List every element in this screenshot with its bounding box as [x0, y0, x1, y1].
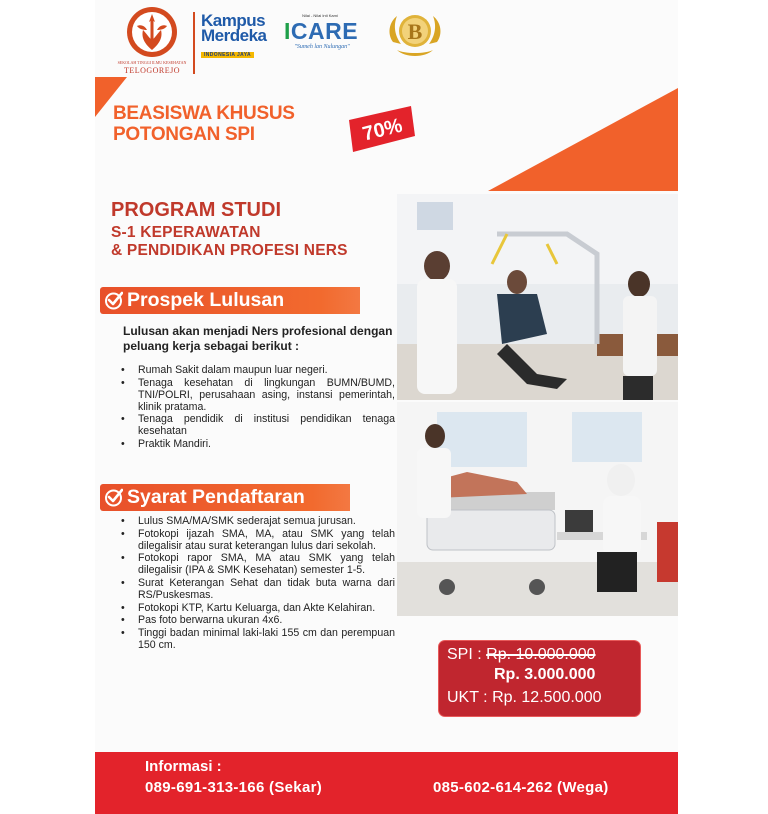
nursing-lab-photo [397, 194, 678, 400]
list-item-text: Praktik Mandiri. [138, 438, 211, 451]
ukt-row [447, 689, 601, 707]
check-circle-icon [104, 291, 123, 310]
kampus-line1: Kampus [201, 11, 266, 30]
icare-i: I [283, 18, 291, 44]
bullet-icon: • [121, 376, 125, 389]
kampus-merdeka-logo [201, 13, 281, 61]
bullet-icon: • [121, 601, 125, 614]
seal-caption: SEKOLAH TINGGI ILMU KESEHATAN [117, 60, 187, 65]
list-item-text: Pas foto berwarna ukuran 4x6. [138, 614, 283, 627]
list-item-text: Tenaga kesehatan di lingkungan BUMN/BUMD, TNI/POLRI, perusahaan asing, instansi pemerintah, klinik pratama. [138, 376, 395, 413]
hospital-ward-photo [397, 402, 678, 616]
kampus-line2: Merdeka [201, 26, 267, 45]
list-item-text: Surat Keterangan Sehat dan tidak buta warna dari RS/Puskesmas. [138, 576, 395, 602]
scholarship-line1: BEASISWA KHUSUS [113, 103, 295, 124]
syarat-list [115, 515, 395, 652]
syarat-pendaftaran-ribbon [100, 484, 350, 511]
prospek-intro: Lulusan akan menjadi Ners profesional dengan peluang kerja sebagai berikut : [123, 324, 393, 353]
check-circle-icon [104, 488, 123, 507]
bullet-icon: • [121, 438, 125, 451]
price-box [438, 640, 641, 717]
program-subtitle [111, 224, 411, 260]
icare-logo [283, 18, 359, 45]
list-item-text: Tinggi badan minimal laki-laki 155 cm dan perempuan 150 cm. [138, 626, 395, 651]
bullet-icon: • [121, 614, 125, 627]
bullet-icon: • [121, 626, 125, 639]
bullet-icon: • [121, 527, 125, 540]
ukt-label: UKT : [447, 689, 488, 706]
list-item [115, 577, 395, 601]
info-label: Informasi : [145, 758, 222, 775]
badge-letter: B [407, 19, 423, 44]
prospek-lulusan-ribbon [100, 287, 360, 314]
bullet-icon: • [121, 413, 125, 426]
accreditation-b-badge-icon [383, 6, 447, 62]
poster [95, 0, 678, 814]
orange-corner-right [488, 88, 678, 191]
icare-tagline-top: Nilai - Nilai Inti Kami [302, 13, 338, 18]
bullet-icon: • [121, 364, 125, 376]
bullet-icon: • [121, 515, 125, 527]
phone-wega[interactable]: 085-602-614-262 (Wega) [433, 779, 609, 796]
list-item [115, 614, 395, 626]
discount-percent: 70% [360, 114, 405, 146]
list-item [115, 413, 395, 437]
scholarship-title [113, 103, 373, 145]
program-line1: S-1 KEPERAWATAN [111, 224, 261, 241]
spi-label: SPI : [447, 646, 482, 663]
list-item-text: Fotokopi ijazah SMA, MA, atau SMK yang telah dilegalisir atau surat keterangan lulus dari sekolah. [138, 527, 395, 552]
bullet-icon: • [121, 576, 125, 589]
list-item [115, 364, 395, 376]
icare-rest: CARE [290, 18, 359, 44]
seal-name: TELOGOREJO [123, 66, 181, 75]
prospek-heading: Prospek Lulusan [127, 289, 285, 311]
list-item-text: Tenaga pendidik di institusi pendidikan tenaga kesehatan [138, 413, 395, 438]
scholarship-line2: POTONGAN SPI [113, 124, 255, 145]
list-item-text: Fotokopi rapor SMA, MA atau SMK yang telah dilegalisir (IPA & SMK Kesehatan) semester 1-5. [138, 552, 395, 577]
list-item [115, 528, 395, 552]
spi-new-price: Rp. 3.000.000 [494, 666, 596, 683]
spi-old-price: Rp. 10.000.000 [486, 646, 596, 663]
stikes-telogorejo-seal-logo [117, 4, 187, 60]
list-item-text: Lulus SMA/MA/SMK sederajat semua jurusan. [138, 515, 356, 527]
kampus-tag: INDONESIA JAYA [201, 52, 254, 58]
spi-row [447, 646, 596, 664]
list-item [115, 552, 395, 576]
contact-footer [95, 752, 678, 814]
list-item-text: Rumah Sakit dalam maupun luar negeri. [138, 364, 328, 376]
icare-motto: "Sumeh lan Nulungan" [294, 44, 350, 50]
discount-percent-badge [343, 100, 419, 158]
list-item [115, 377, 395, 413]
program-line2: & PENDIDIKAN PROFESI NERS [111, 242, 348, 259]
list-item-text: Fotokopi KTP, Kartu Keluarga, dan Akte Kelahiran. [138, 601, 376, 614]
phone-sekar[interactable]: 089-691-313-166 (Sekar) [145, 779, 323, 796]
bullet-icon: • [121, 552, 125, 565]
ukt-value: Rp. 12.500.000 [492, 689, 602, 706]
list-item [115, 627, 395, 651]
logo-divider [193, 12, 195, 74]
list-item [115, 438, 395, 450]
list-item [115, 602, 395, 614]
list-item [115, 515, 395, 527]
syarat-heading: Syarat Pendaftaran [127, 486, 305, 508]
prospek-list [115, 364, 395, 451]
program-title: PROGRAM STUDI [111, 199, 281, 221]
